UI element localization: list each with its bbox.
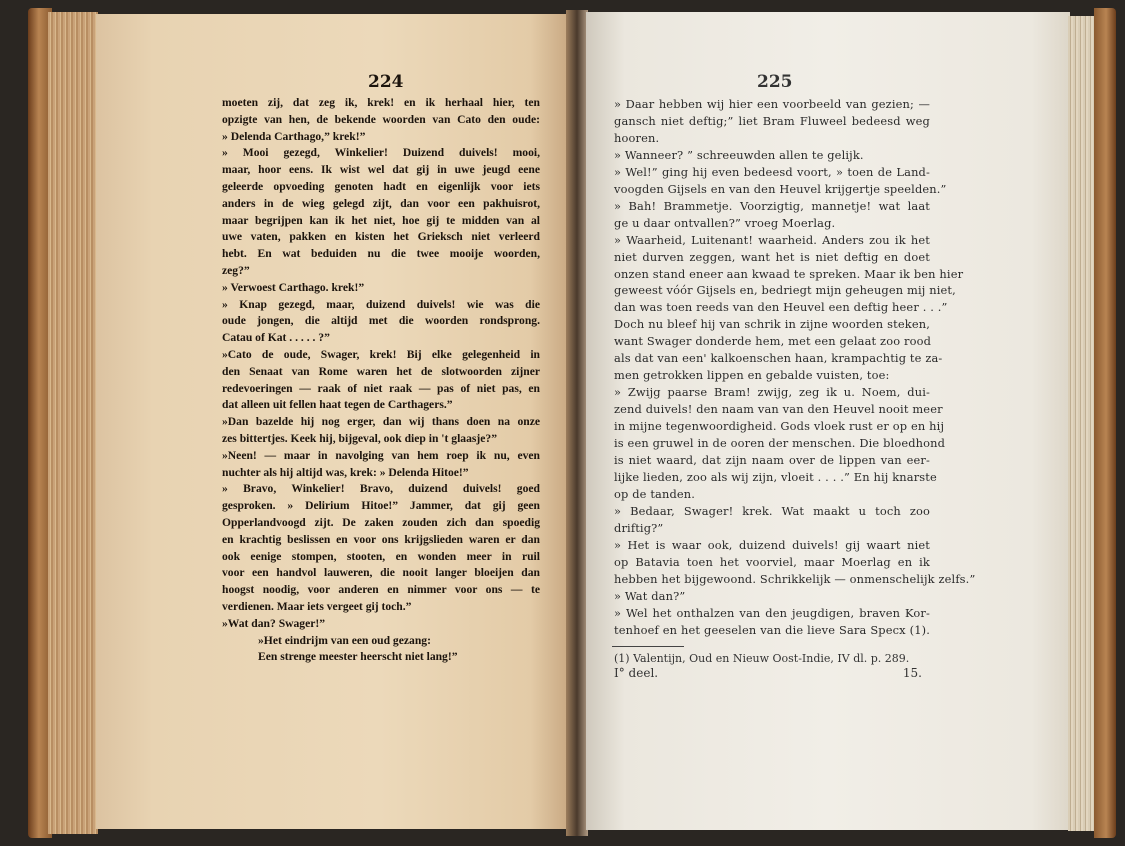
left-page-line: Catau of Kat . . . . . ?” bbox=[222, 331, 330, 345]
left-page-line: nuchter als hij altijd was, krek: » Delenda Hitoe!” bbox=[222, 465, 469, 479]
left-page-line: uwe vaten, pakken en kisten het Grieksch niet verleerd bbox=[222, 230, 540, 244]
right-page-line: » Bah! Brammetje. Voorzigtig, mannetje! wat laat bbox=[614, 198, 930, 213]
right-page-line: » Waarheid, Luitenant! waarheid. Anders zou ik het bbox=[614, 232, 930, 247]
right-page-line: ge u daar ontvallen?” vroeg Moerlag. bbox=[614, 215, 836, 230]
right-page-line: » Daar hebben wij hier een voorbeeld van gezien; — bbox=[614, 97, 930, 111]
footnote: (1) Valentijn, Oud en Nieuw Oost-Indie, IV dl. p. 289. bbox=[614, 652, 910, 665]
left-page-line: »Cato de oude, Swager, krek! Bij elke gelegenheid in bbox=[222, 347, 540, 361]
book-gutter bbox=[566, 10, 588, 836]
right-page-line: op de tanden. bbox=[614, 486, 696, 501]
left-page-line: dat alleen uit fellen haat tegen de Carthagers.” bbox=[222, 398, 453, 412]
left-page-line: maar begrijpen kan ik het niet, hoe gij te midden van al bbox=[222, 213, 540, 227]
left-page-line: en krachtig beslissen en voor ons krijgslieden waren er dan bbox=[222, 532, 540, 546]
left-page-line: hoogst noodig, voor anderen en nimmer voor ons — te bbox=[222, 583, 540, 597]
left-page-line: » Verwoest Carthago. krek!” bbox=[222, 280, 365, 294]
left-page-line: verdienen. Maar iets vergeet gij toch.” bbox=[222, 599, 412, 613]
left-page-line: »Het eindrijm van een oud gezang: bbox=[258, 633, 431, 647]
right-page-line: gansch niet deftig;” liet Bram Fluweel bedeesd weg bbox=[614, 113, 930, 128]
left-page-line: zes bittertjes. Keek hij, bijgeval, ook diep in 't glaasje?” bbox=[222, 431, 498, 445]
left-page-line: anders in de wieg gelegd zijt, dan voor een pakhuisrot, bbox=[222, 196, 540, 210]
right-page-line: » Wel het onthalzen van den jeugdigen, braven Kor- bbox=[614, 605, 930, 620]
left-page-line: »Neen! — maar in navolging van hem roep ik nu, even bbox=[222, 448, 540, 462]
right-page-line: hebben het bijgewoond. Schrikkelijk — onmenschelijk zelfs.” bbox=[614, 571, 976, 586]
left-page-line: Opperlandvoogd zijt. De zaken zouden zich dan spoedig bbox=[222, 515, 540, 529]
signature-number: 15. bbox=[902, 666, 922, 680]
right-page-line: is een gruwel in de ooren der menschen. Die bloedhond bbox=[614, 436, 946, 451]
left-page-line: » Knap gezegd, maar, duizend duivels! wie was die bbox=[222, 297, 540, 311]
left-page-line: zeg?” bbox=[222, 263, 250, 277]
left-page-line: moeten zij, dat zeg ik, krek! en ik herhaal hier, ten bbox=[222, 96, 540, 109]
right-page-line: » Wat dan?” bbox=[614, 588, 686, 603]
page-edges-left bbox=[48, 12, 98, 834]
right-page-line: op Batavia toen het voorviel, maar Moerlag en ik bbox=[614, 554, 930, 569]
left-page-number: 224 bbox=[368, 72, 404, 92]
left-page-line: » Mooi gezegd, Winkelier! Duizend duivels! mooi, bbox=[222, 146, 540, 160]
left-page-line: geleerde opvoeding genoten hadt en eigenlijk voor iets bbox=[222, 179, 540, 193]
right-page-line: lijke lieden, zoo als wij zijn, vloeit . . . .” En hij knarste bbox=[614, 469, 937, 484]
right-page-line: zend duivels! den naam van van den Heuvel nooit meer bbox=[614, 402, 943, 417]
signature-volume: I° deel. bbox=[614, 666, 659, 680]
right-page-number: 225 bbox=[757, 72, 793, 92]
left-page-line: den Senaat van Rome waren het de slotwoorden zijner bbox=[222, 364, 540, 378]
right-page-line: voogden Gijsels en van den Heuvel krijgertje speelden.” bbox=[614, 181, 947, 196]
left-page-line: hebt. En wat beduiden nu die twee mooije woorden, bbox=[222, 247, 540, 261]
left-page-line: redevoeringen — raak of niet raak — pas of niet pas, en bbox=[222, 381, 540, 395]
right-page-line: » Het is waar ook, duizend duivels! gij waart niet bbox=[614, 537, 930, 552]
left-page-line: maar, hoor eens. Ik wist wel dat gij in uwe jeugd eene bbox=[222, 163, 540, 177]
left-page-line: opzigte van hen, de bekende woorden van Cato den oude: bbox=[222, 112, 540, 126]
right-page-body bbox=[614, 96, 976, 639]
right-page-line: onzen stand eneer aan kwaad te spreken. Maar ik ben hier bbox=[614, 266, 964, 281]
right-page-line: als dat van een' kalkoenschen haan, krampachtig te za- bbox=[614, 351, 943, 366]
footnote-rule bbox=[612, 646, 684, 647]
right-page-line: is niet waard, dat zijn naam over de lippen van eer- bbox=[614, 453, 930, 468]
left-page-line: »Wat dan? Swager!” bbox=[222, 616, 326, 630]
right-page-line: geweest vóór Gijsels en, bedriegt mijn geheugen mij niet, bbox=[614, 283, 956, 298]
right-page-line: tenhoef en het geeselen van die lieve Sara Specx (1). bbox=[614, 622, 930, 637]
left-page-line: » Delenda Carthago,” krek!” bbox=[222, 129, 366, 143]
left-page-body bbox=[222, 95, 540, 666]
right-page-line: men getrokken lippen en gebalde vuisten, toe: bbox=[614, 368, 890, 383]
right-page-line: niet durven zeggen, want het is niet deftig en doet bbox=[614, 249, 930, 264]
book-cover-right bbox=[1094, 8, 1116, 838]
right-page-line: driftig?” bbox=[614, 520, 664, 535]
right-page-line: in mijne tegenwoordigheid. Gods vloek rust er op en hij bbox=[614, 419, 945, 434]
right-page-line: » Wanneer? ” schreeuwden allen te gelijk. bbox=[614, 147, 864, 162]
left-page-line: » Bravo, Winkelier! Bravo, duizend duivels! goed bbox=[222, 482, 540, 496]
left-page-line: oude jongen, die altijd met die woorden rondsprong. bbox=[222, 314, 540, 328]
right-page-line: hooren. bbox=[614, 130, 660, 145]
right-page-line: » Wel!” ging hij even bedeesd voort, » toen de Land- bbox=[614, 164, 930, 179]
right-page-line: » Zwijg paarse Bram! zwijg, zeg ik u. Noem, dui- bbox=[614, 385, 930, 400]
left-page-line: gesproken. » Delirium Hitoe!” Jammer, dat gij geen bbox=[222, 499, 540, 513]
left-page-line: ook eenige stompen, stooten, en wonden meer in ruil bbox=[222, 549, 540, 563]
right-page-line: dan was toen reeds van den Heuvel een deftig heer . . .” bbox=[614, 300, 948, 315]
right-page-line: Doch nu bleef hij van schrik in zijne woorden steken, bbox=[614, 317, 930, 332]
left-page-line: voor een handvol lauweren, die nooit langer bloeijen dan bbox=[222, 566, 540, 580]
right-page-line: » Bedaar, Swager! krek. Wat maakt u toch zoo bbox=[614, 503, 930, 518]
right-page-line: want Swager donderde hem, met een gelaat zoo rood bbox=[614, 334, 932, 349]
left-page-line: Een strenge meester heerscht niet lang!” bbox=[258, 650, 458, 664]
left-page-line: »Dan bazelde hij nog erger, dan wij thans doen na onze bbox=[222, 415, 540, 429]
